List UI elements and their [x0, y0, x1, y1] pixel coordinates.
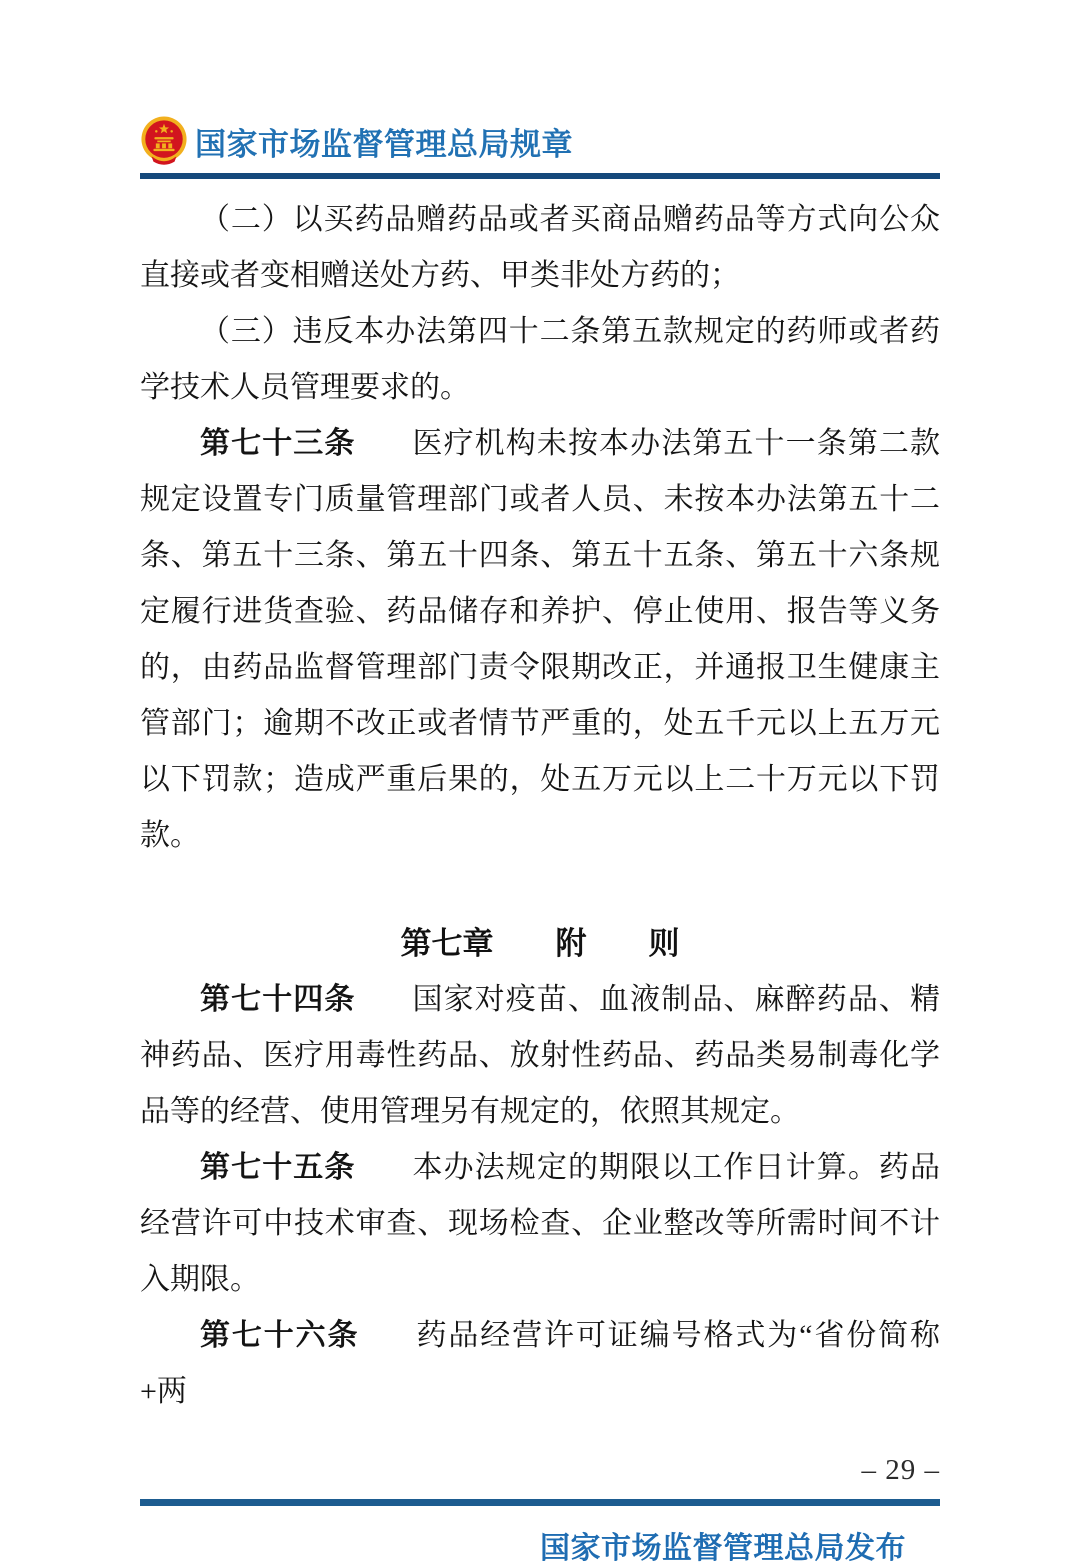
paragraph-article-75: [140, 1140, 940, 1308]
footer-divider-rule: [140, 1499, 940, 1506]
page-content: [140, 0, 940, 1567]
header-divider-rule: [140, 173, 940, 179]
article-number: 第七十四条: [200, 983, 356, 1016]
document-body: [140, 192, 940, 1420]
article-number: 第七十五条: [200, 1151, 356, 1184]
page-number: – 29 –: [861, 1454, 940, 1486]
paragraph-item-3: [140, 304, 940, 416]
paragraph-article-74: [140, 972, 940, 1140]
paragraph-text: 本办法规定的期限以工作日计算。药品经营许可中技术审查、现场检查、企业整改等所需时间不计入期限。: [140, 1151, 941, 1296]
document-header-title: 国家市场监督管理总局规章: [195, 126, 573, 162]
paragraph-article-73: [140, 416, 940, 864]
document-header: [140, 0, 940, 168]
paragraph-text: 医疗机构未按本办法第五十一条第二款规定设置专门质量管理部门或者人员、未按本办法第五十二条、第五十三条、第五十四条、第五十五条、第五十六条规定履行进货查验、药品储存和养护、停止使用、报告等义务的，由药品监督管理部门责令限期改正，并通报卫生健康主管部门；逾期不改正或者情节严重的，处五千元以上五万元以下罚款；造成严重后果的，处五万元以上二十万元以下罚款。: [140, 427, 941, 852]
article-number: 第七十三条: [200, 427, 356, 460]
china-national-emblem-icon: [140, 115, 188, 168]
chapter-heading: 第七章 附 则: [400, 926, 680, 961]
paragraph-text: 国家对疫苗、血液制品、麻醉药品、精神药品、医疗用毒性药品、放射性药品、药品类易制毒化学品等的经营、使用管理另有规定的，依照其规定。: [140, 983, 941, 1128]
publisher-line: 国家市场监督管理总局发布: [540, 1532, 906, 1565]
paragraph-text: （三）违反本办法第四十二条第五款规定的药师或者药学技术人员管理要求的。: [140, 315, 940, 404]
article-number: 第七十六条: [200, 1319, 360, 1352]
paragraph-text: （二）以买药品赠药品或者买商品赠药品等方式向公众直接或者变相赠送处方药、甲类非处方药的；: [140, 203, 940, 292]
paragraph-article-76: [140, 1308, 940, 1420]
paragraph-item-2: [140, 192, 940, 304]
paragraph-text: 药品经营许可证编号格式为“省份简称+两: [140, 1319, 940, 1408]
